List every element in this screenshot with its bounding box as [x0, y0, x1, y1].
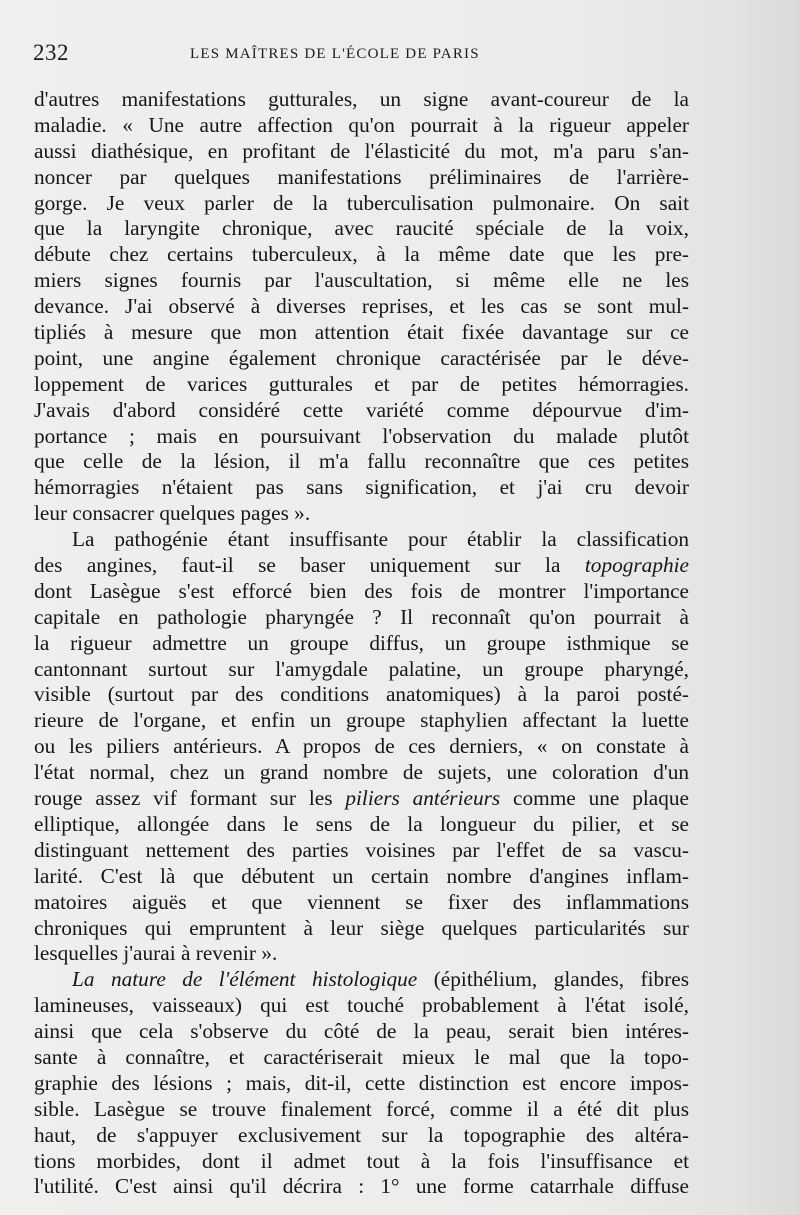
text-line: aussi diathésique, en profitant de l'élasticité du mot, m'a paru s'an-	[34, 138, 689, 163]
text-line: leur consacrer quelques pages ».	[34, 501, 311, 526]
text-line: sante à connaître, et caractériserait mieux le mal que la topo-	[34, 1044, 689, 1069]
text-line: noncer par quelques manifestations préliminaires de l'arrière-	[34, 164, 689, 189]
text-segment: des angines, faut-il se baser uniquement sur la	[34, 553, 585, 578]
text-line: sible. Lasègue se trouve finalement forcé, comme il a été dit plus	[34, 1096, 689, 1121]
text-segment: comme une plaque	[500, 786, 689, 811]
text-line: ainsi que cela s'observe du côté de la peau, serait bien intéres-	[34, 1019, 689, 1044]
text-line: La pathogénie étant insuffisante pour établir la classification	[72, 527, 689, 552]
text-line: rieure de l'organe, et enfin un groupe staphylien affectant la luette	[34, 708, 689, 733]
text-segment: rouge assez vif formant sur les	[34, 786, 346, 811]
text-line	[34, 786, 689, 812]
running-head: LES MAÎTRES DE L'ÉCOLE DE PARIS	[190, 46, 480, 62]
text-line: que celle de la lésion, il m'a fallu reconnaître que ces petites	[34, 449, 689, 474]
text-line: hémorragies n'étaient pas sans signification, et j'ai cru devoir	[34, 475, 689, 500]
text-line: tipliés à mesure que mon attention était fixée davantage sur ce	[34, 320, 689, 345]
text-line: lesquelles j'aurai à revenir ».	[34, 941, 278, 966]
paragraph-1	[34, 87, 689, 527]
text-line: elliptique, allongée dans le sens de la longueur du pilier, et se	[34, 811, 689, 836]
text-line: distinguant nettement des parties voisines par l'effet de sa vascu-	[34, 837, 689, 862]
text-line: d'autres manifestations gutturales, un signe avant-coureur de la	[34, 87, 689, 111]
text-line: cantonnant surtout sur l'amygdale palatine, un groupe pharyngé,	[34, 656, 689, 681]
text-line: miers signes fournis par l'auscultation, si même elle ne les	[34, 268, 689, 293]
text-line: point, une angine également chronique caractérisée par le déve-	[34, 345, 689, 370]
text-line: portance ; mais en poursuivant l'observation du malade plutôt	[34, 423, 689, 448]
text-line: matoires aiguës et que viennent se fixer des inflammations	[34, 889, 689, 914]
paragraph-3	[34, 967, 689, 1200]
italic-term: La nature de l'élément histologique	[72, 967, 418, 992]
paragraph-2	[34, 527, 689, 967]
text-line: J'avais d'abord considéré cette variété comme dépourvue d'im-	[34, 397, 689, 422]
text-line: l'utilité. C'est ainsi qu'il décrira : 1° une forme catarrhale diffuse	[34, 1174, 689, 1199]
text-line: débute chez certains tuberculeux, à la même date que les pre-	[34, 242, 689, 267]
text-line: la rigueur admettre un groupe diffus, un groupe isthmique se	[34, 630, 689, 655]
text-line: dont Lasègue s'est efforcé bien des fois de montrer l'importance	[34, 578, 689, 603]
text-line: que la laryngite chronique, avec raucité spéciale de la voix,	[34, 216, 689, 241]
text-line: ou les piliers antérieurs. A propos de ces derniers, « on constate à	[34, 734, 689, 759]
italic-term: topographie	[584, 553, 689, 578]
italic-term: piliers antérieurs	[345, 786, 501, 811]
text-line: capitale en pathologie pharyngée ? Il reconnaît qu'on pourrait à	[34, 604, 689, 629]
text-line: lamineuses, vaisseaux) qui est touché probablement à l'état isolé,	[34, 993, 689, 1018]
page-number: 232	[33, 40, 69, 65]
text-line: haut, de s'appuyer exclusivement sur la topographie des altéra-	[34, 1122, 689, 1147]
text-line: larité. C'est là que débutent un certain nombre d'angines inflam-	[34, 863, 689, 888]
text-line: gorge. Je veux parler de la tuberculisation pulmonaire. On sait	[34, 190, 689, 215]
text-line: graphie des lésions ; mais, dit-il, cette distinction est encore impos-	[34, 1070, 689, 1095]
text-line: loppement de varices gutturales et par de petites hémorragies.	[34, 371, 689, 396]
text-line: maladie. « Une autre affection qu'on pourrait à la rigueur appeler	[34, 112, 689, 137]
text-line	[34, 553, 689, 579]
text-line: devance. J'ai observé à diverses reprises, et les cas se sont mul-	[34, 294, 689, 319]
text-segment: (épithélium, glandes, fibres	[417, 967, 690, 992]
text-line: l'état normal, chez un grand nombre de sujets, une coloration d'un	[34, 760, 689, 785]
text-line: visible (surtout par des conditions anatomiques) à la paroi posté-	[34, 682, 689, 707]
body-text	[34, 87, 689, 1200]
text-line: tions morbides, dont il admet tout à la fois l'insuffisance et	[34, 1148, 689, 1173]
text-line	[34, 967, 689, 993]
text-line: chroniques qui empruntent à leur siège quelques particularités sur	[34, 915, 689, 940]
